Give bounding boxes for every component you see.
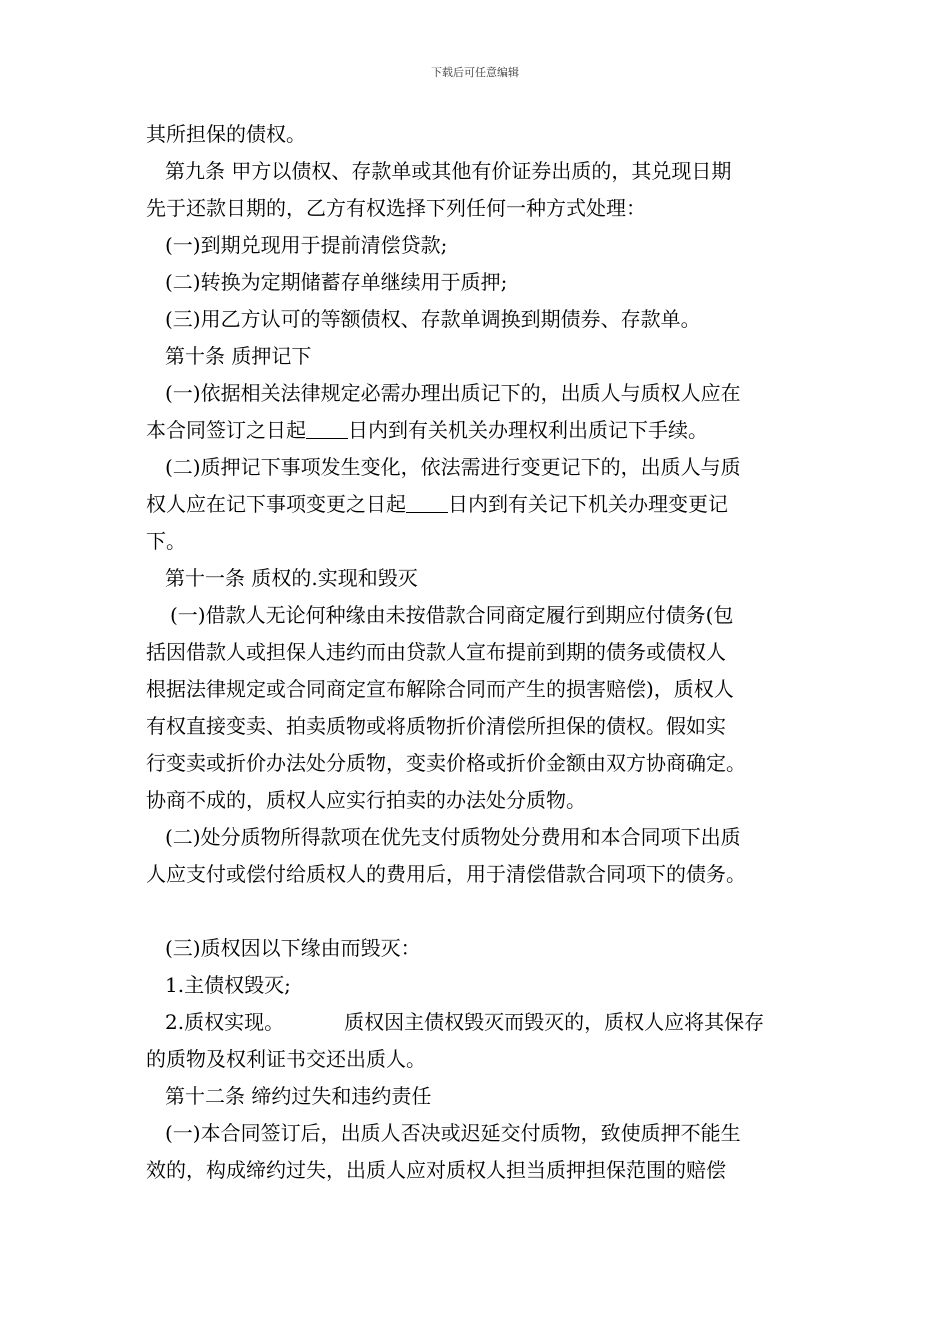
paragraph-line: 先于还款日期的，乙方有权选择下列任何一种方式处理： (146, 196, 646, 220)
article-12-heading: 第十二条 缔约过失和违约责任 (165, 1084, 432, 1108)
paragraph-line: 有权直接变卖、拍卖质物或将质物折价清偿所担保的债权。假如实 (146, 714, 726, 738)
paragraph-line: 其所担保的债权。 (146, 122, 306, 146)
document-body (146, 116, 826, 1189)
clause-line-with-gap (146, 1004, 826, 1041)
blank-line (146, 893, 826, 930)
fill-in-blank (306, 420, 348, 439)
clause-line: (三)用乙方认可的等额债权、存款单调换到期债券、存款单。 (165, 307, 701, 331)
text-segment: 权人应在记下事项变更之日起 (146, 492, 406, 516)
paragraph-line-with-blank (146, 412, 826, 449)
paragraph-line: 协商不成的，质权人应实行拍卖的办法处分质物。 (146, 788, 586, 812)
text-segment: 质权因主债权毁灭而毁灭的，质权人应将其保存 (344, 1010, 765, 1034)
clause-line: (一)本合同签订后，出质人否决或迟延交付质物，致使质押不能生 (165, 1121, 741, 1145)
text-segment: 日内到有关记下机关办理变更记 (448, 492, 728, 516)
clause-line: (二)转换为定期储蓄存单继续用于质押; (165, 270, 508, 294)
paragraph-line: 的质物及权利证书交还出质人。 (146, 1047, 426, 1071)
text-segment: 日内到有关机关办理权利出质记下手续。 (348, 418, 708, 442)
article-9-line: 第九条 甲方以债权、存款单或其他有价证券出质的，其兑现日期 (165, 159, 732, 183)
paragraph-line: 效的，构成缔约过失，出质人应对质权人担当质押担保范围的赔偿 (146, 1158, 726, 1182)
page-header-note: 下载后可任意编辑 (431, 66, 519, 79)
article-11-heading: 第十一条 质权的.实现和毁灭 (165, 566, 418, 590)
clause-line: (二)质押记下事项发生变化，依法需进行变更记下的，出质人与质 (165, 455, 741, 479)
text-segment: 2.质权实现。 (165, 1010, 285, 1034)
paragraph-line-with-blank (146, 486, 826, 523)
article-10-heading: 第十条 质押记下 (165, 344, 312, 368)
clause-line: 1.主债权毁灭; (165, 973, 291, 997)
text-segment: 本合同签订之日起 (146, 418, 306, 442)
paragraph-line: 括因借款人或担保人违约而由贷款人宣布提前到期的债务或债权人 (146, 640, 726, 664)
paragraph-line: 行变卖或折价办法处分质物，变卖价格或折价金额由双方协商确定。 (146, 751, 746, 775)
fill-in-blank (406, 494, 448, 513)
clause-line: (一)到期兑现用于提前清偿贷款; (165, 233, 448, 257)
paragraph-line: 下。 (146, 529, 186, 553)
clause-line: (一)依据相关法律规定必需办理出质记下的，出质人与质权人应在 (165, 381, 741, 405)
clause-line: (三)质权因以下缘由而毁灭： (165, 936, 421, 960)
paragraph-line: 根据法律规定或合同商定宣布解除合同而产生的损害赔偿)，质权人 (146, 677, 734, 701)
clause-line: (二)处分质物所得款项在优先支付质物处分费用和本合同项下出质 (165, 825, 741, 849)
clause-line: (一)借款人无论何种缘由未按借款合同商定履行到期应付债务(包 (170, 603, 734, 627)
paragraph-line: 人应支付或偿付给质权人的费用后，用于清偿借款合同项下的债务。 (146, 862, 746, 886)
